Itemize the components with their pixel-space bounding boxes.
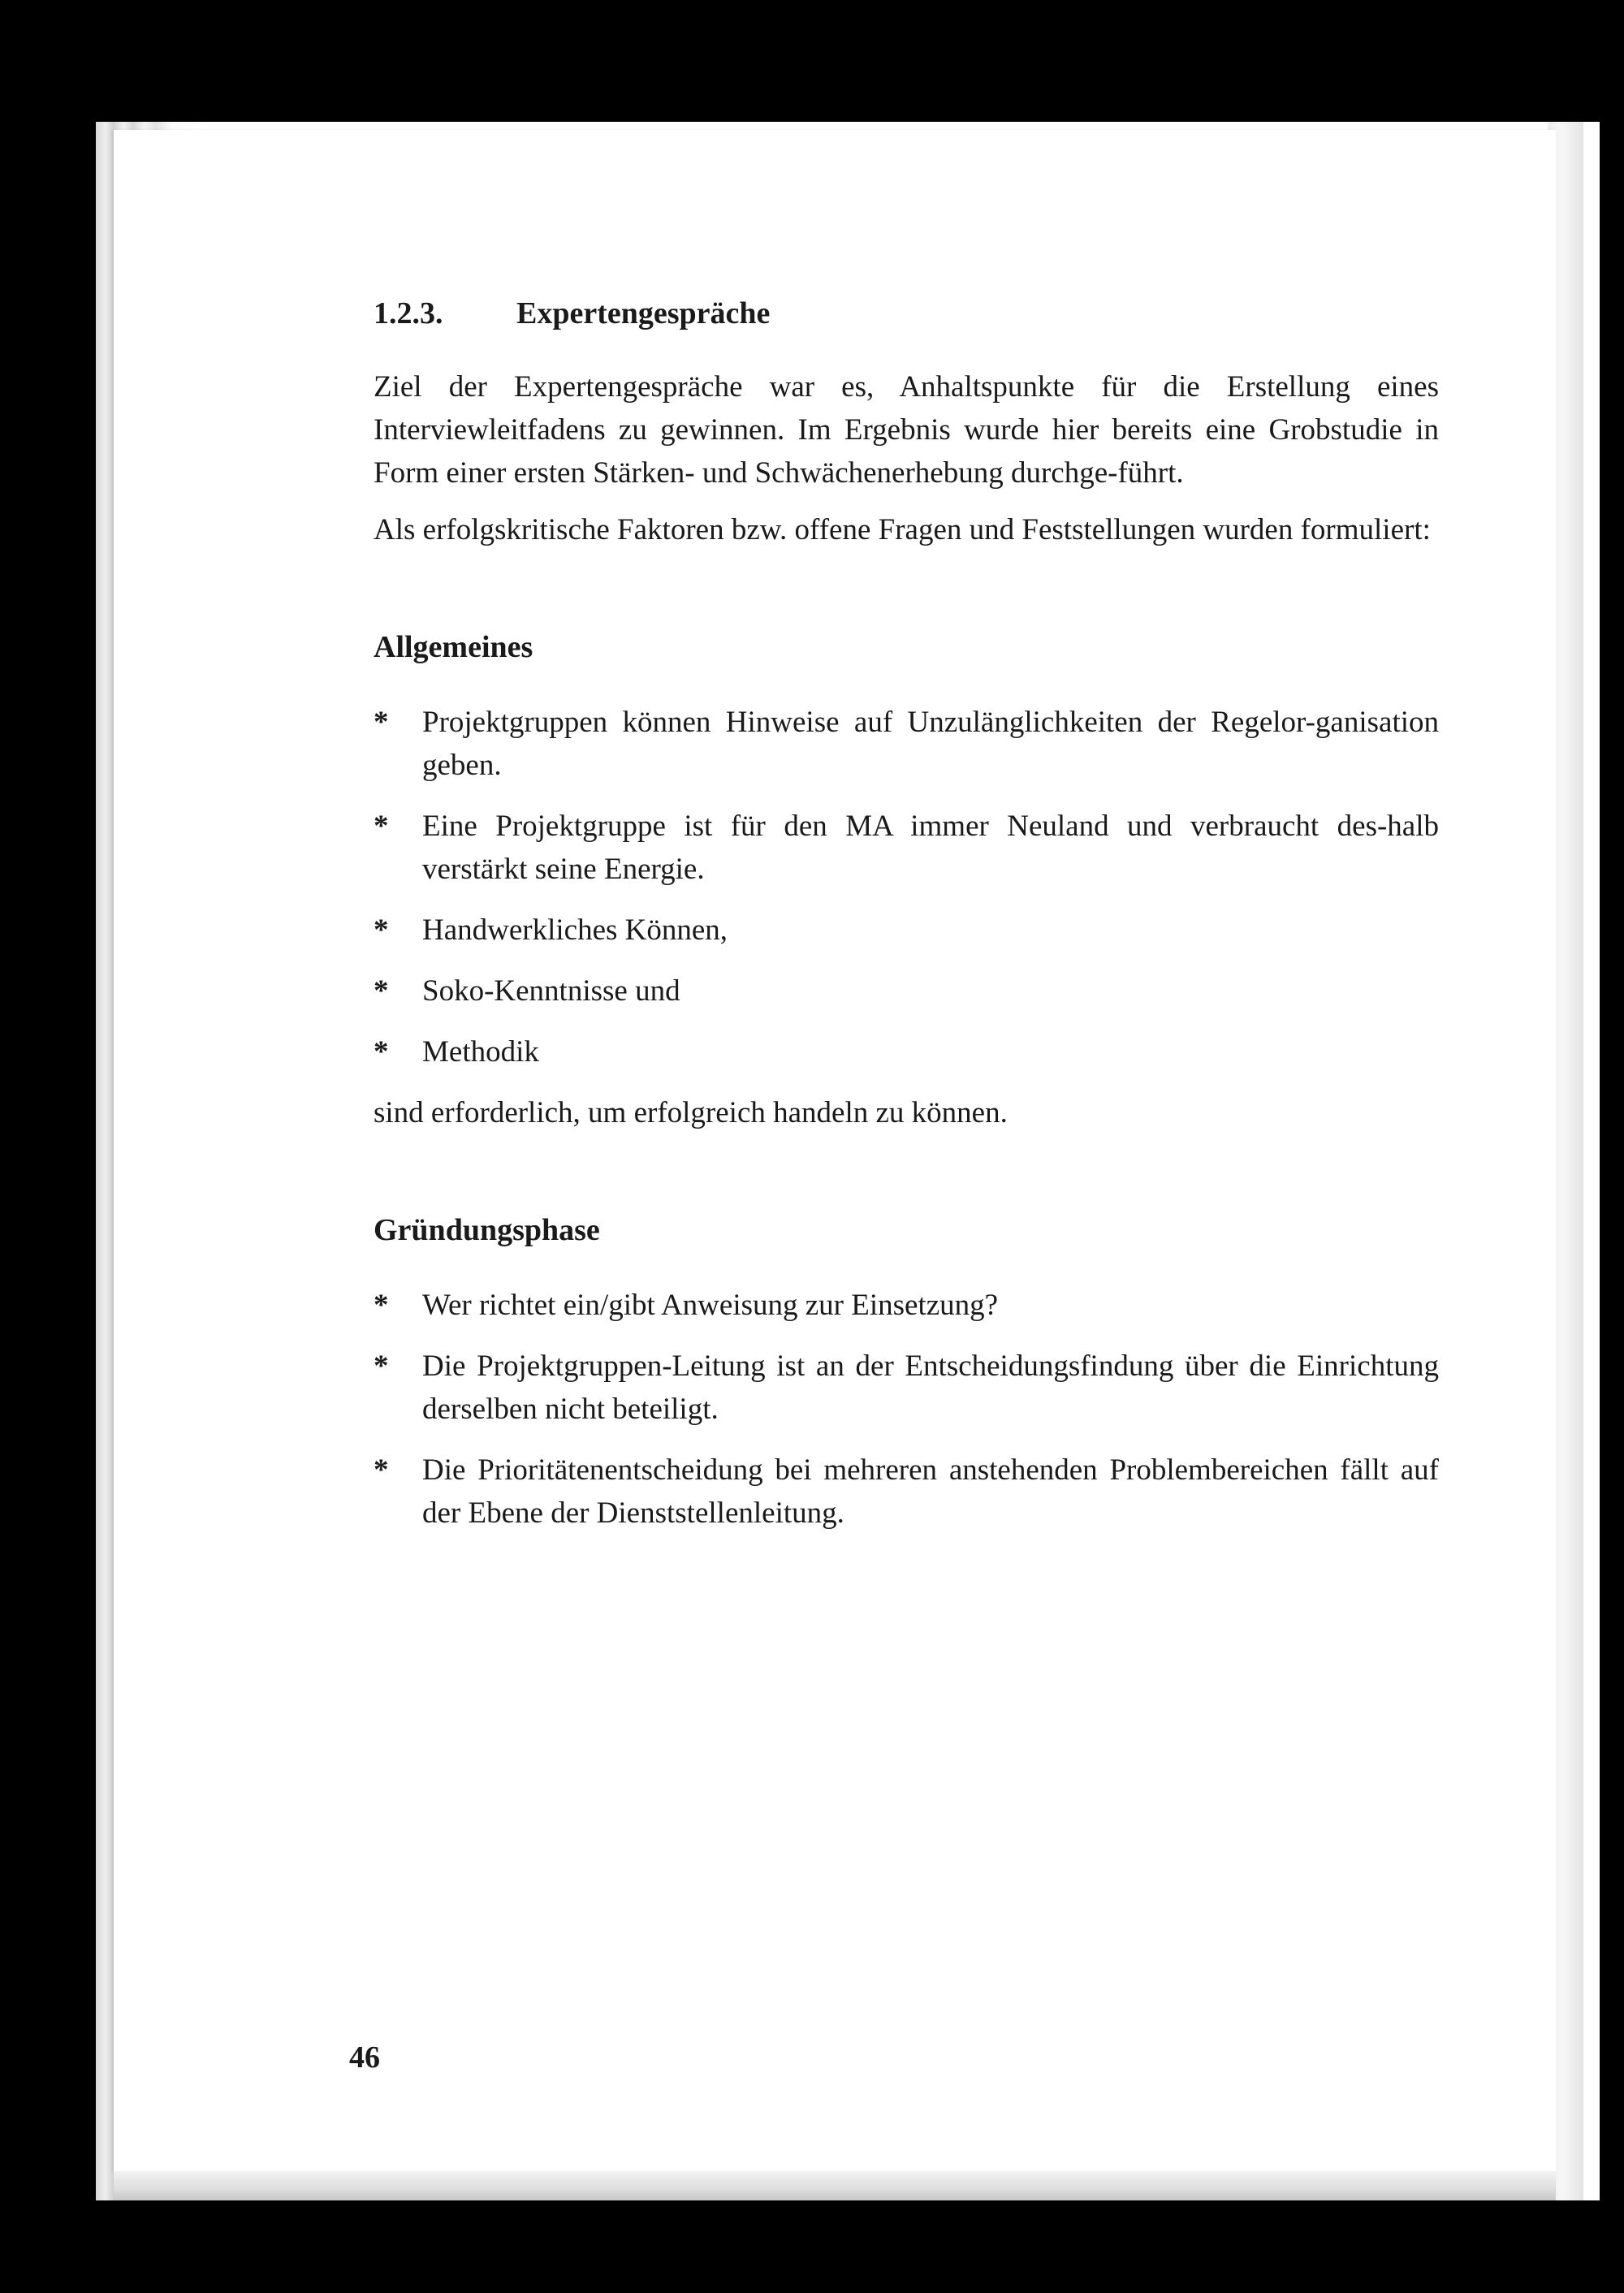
intro-paragraph-1: Ziel der Expertengespräche war es, Anhaltspunkte für die Erstellung eines Interviewleitfadens zu gewinnen. Im Ergebnis wurde hier bereits eine Grobstudie in Form einer ersten Stärken- und Schwächenerhebung durchge-führt. xyxy=(374,370,1439,490)
list-item-text: Die Prioritätenentscheidung bei mehreren anstehenden Problembereichen fällt auf der Ebene der Dienststellenleitung. xyxy=(422,1453,1439,1530)
list-item-text: Eine Projektgruppe ist für den MA immer Neuland und verbraucht des-halb verstärkt seine Energie. xyxy=(422,810,1439,886)
intro-paragraph-2: Als erfolgskritische Faktoren bzw. offene Fragen und Feststellungen wurden formuliert: xyxy=(374,513,1431,546)
list-item xyxy=(374,909,1439,952)
bullet-icon: * xyxy=(374,913,389,947)
section-title: Expertengespräche xyxy=(516,296,771,330)
bullet-icon: * xyxy=(374,1453,389,1487)
page-bottom-edge xyxy=(114,2171,1556,2200)
list-item xyxy=(374,805,1439,891)
list-item-text: Wer richtet ein/gibt Anweisung zur Einsetzung? xyxy=(422,1289,999,1322)
list-item xyxy=(374,1030,1439,1073)
subheading-gruendungsphase: Gründungsphase xyxy=(374,1213,600,1247)
bullet-icon: * xyxy=(374,1289,389,1322)
section-heading xyxy=(374,292,1439,335)
bullet-icon: * xyxy=(374,1035,389,1069)
list-item-text: Handwerkliches Können, xyxy=(422,913,728,947)
list-item xyxy=(374,701,1439,787)
bullet-icon: * xyxy=(374,810,389,843)
list-item xyxy=(374,1284,1439,1327)
page-number: 46 xyxy=(349,2040,380,2075)
section-number: 1.2.3. xyxy=(374,296,443,330)
list-item-text: Soko-Kenntnisse und xyxy=(422,974,680,1008)
list-item-text: Methodik xyxy=(422,1035,539,1069)
page-text xyxy=(374,292,1439,1535)
closing-sentence: sind erforderlich, um erfolgreich handeln zu können. xyxy=(374,1096,1008,1129)
list-item-text: Projektgruppen können Hinweise auf Unzulänglichkeiten der Regelor-ganisation geben. xyxy=(422,706,1439,782)
list-item xyxy=(374,969,1439,1013)
list-item xyxy=(374,1345,1439,1431)
list-gruendungsphase xyxy=(374,1284,1439,1535)
bullet-icon: * xyxy=(374,706,389,739)
bullet-icon: * xyxy=(374,974,389,1008)
subheading-allgemeines: Allgemeines xyxy=(374,630,533,664)
list-item-text: Die Projektgruppen-Leitung ist an der Entscheidungsfindung über die Einrichtung derselben nicht beteiligt. xyxy=(422,1349,1439,1426)
list-item xyxy=(374,1449,1439,1535)
bullet-icon: * xyxy=(374,1349,389,1383)
list-allgemeines xyxy=(374,701,1439,1073)
